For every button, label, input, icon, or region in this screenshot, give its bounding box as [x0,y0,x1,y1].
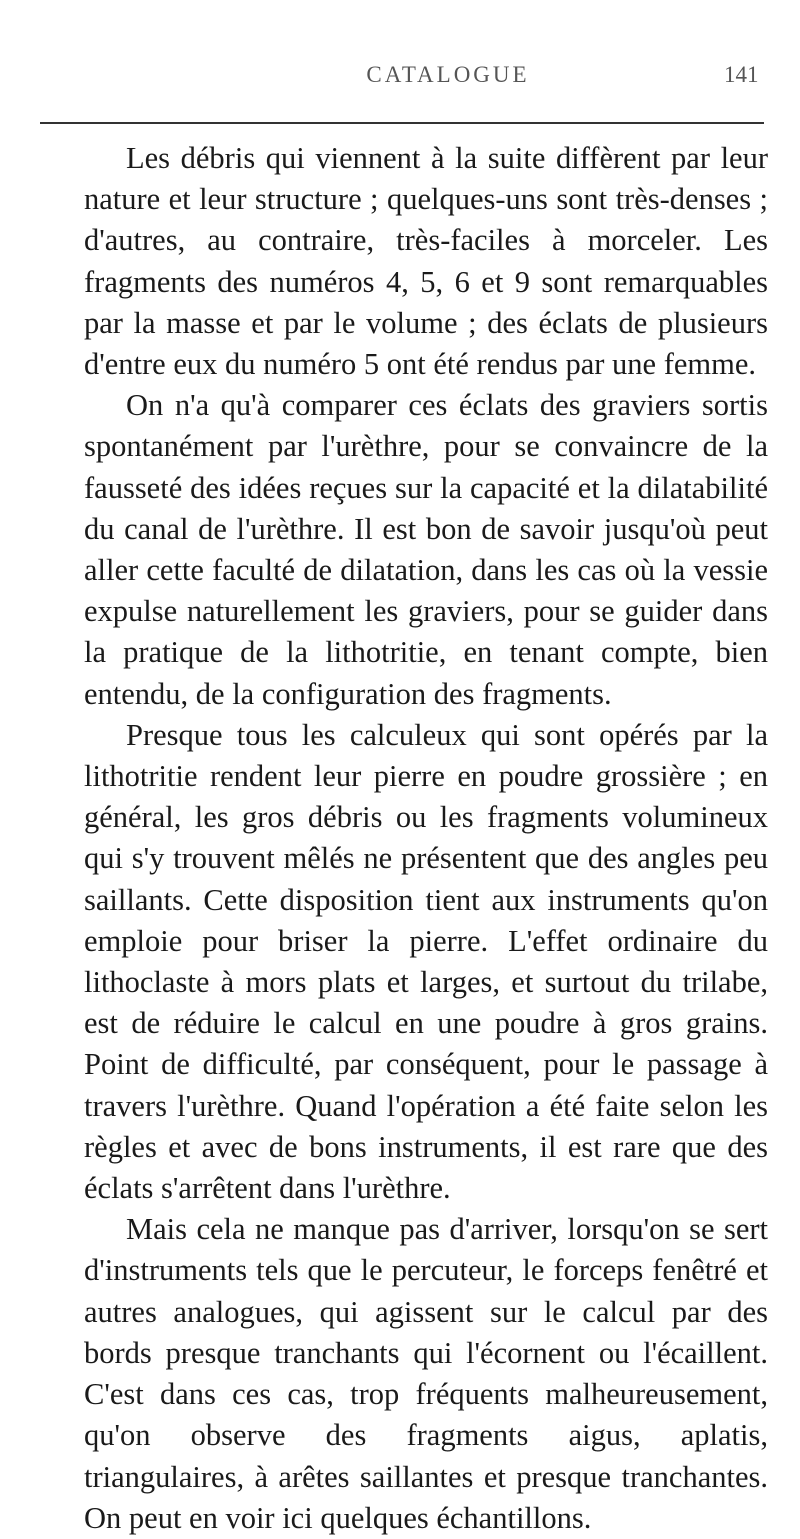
paragraph-3: Presque tous les calculeux qui sont opérés par la lithotritie rendent leur pierre en poudre grossière ; en général, les gros débris ou les fragments volumineux qui s'y trouvent mêlés ne présentent que des angles peu saillants. Cette disposition tient aux instruments qu'on emploie pour briser la pierre. L'effet ordinaire du lithoclaste à mors plats et larges, et surtout du trilabe, est de réduire le calcul en une poudre à gros grains. Point de difficulté, par conséquent, pour le passage à travers l'urèthre. Quand l'opération a été faite selon les règles et avec de bons instruments, il est rare que des éclats s'arrêtent dans l'urèthre. [84,717,768,1206]
paragraph-2: On n'a qu'à comparer ces éclats des graviers sortis spontanément par l'urèthre, pour se convaincre de la fausseté des idées reçues sur la capacité et la dilatabilité du canal de l'urèthre. Il est bon de savoir jusqu'où peut aller cette faculté de dilatation, dans les cas où la vessie expulse naturellement les graviers, pour se guider dans la pratique de la lithotritie, en tenant compte, bien entendu, de la configuration des fragments. [84,388,768,711]
page-number: 141 [724,62,759,87]
header-rule [40,122,764,124]
page-header [0,62,800,102]
running-title: CATALOGUE [366,62,530,87]
paragraph-4: Mais cela ne manque pas d'arriver, lorsqu'on se sert d'instruments tels que le percuteur, le forceps fenêtré et autres analogues, qui agissent sur le calcul par des bords presque tranchants qui l'écornent ou l'écaillent. C'est dans ces cas, trop fréquents malheureusement, qu'on observe des fragments aigus, aplatis, triangulaires, à arêtes saillantes et presque tranchantes. On peut en voir ici quelques échantillons. [84,1212,768,1535]
paragraph-1: Les débris qui viennent à la suite diffèrent par leur nature et leur structure ; quelques-uns sont très-denses ; d'autres, au contraire, très-faciles à morceler. Les fragments des numéros 4, 5, 6 et 9 sont remarquables par la masse et par le volume ; des éclats de plusieurs d'entre eux du numéro 5 ont été rendus par une femme. [84,141,768,382]
body-text [84,138,768,1539]
